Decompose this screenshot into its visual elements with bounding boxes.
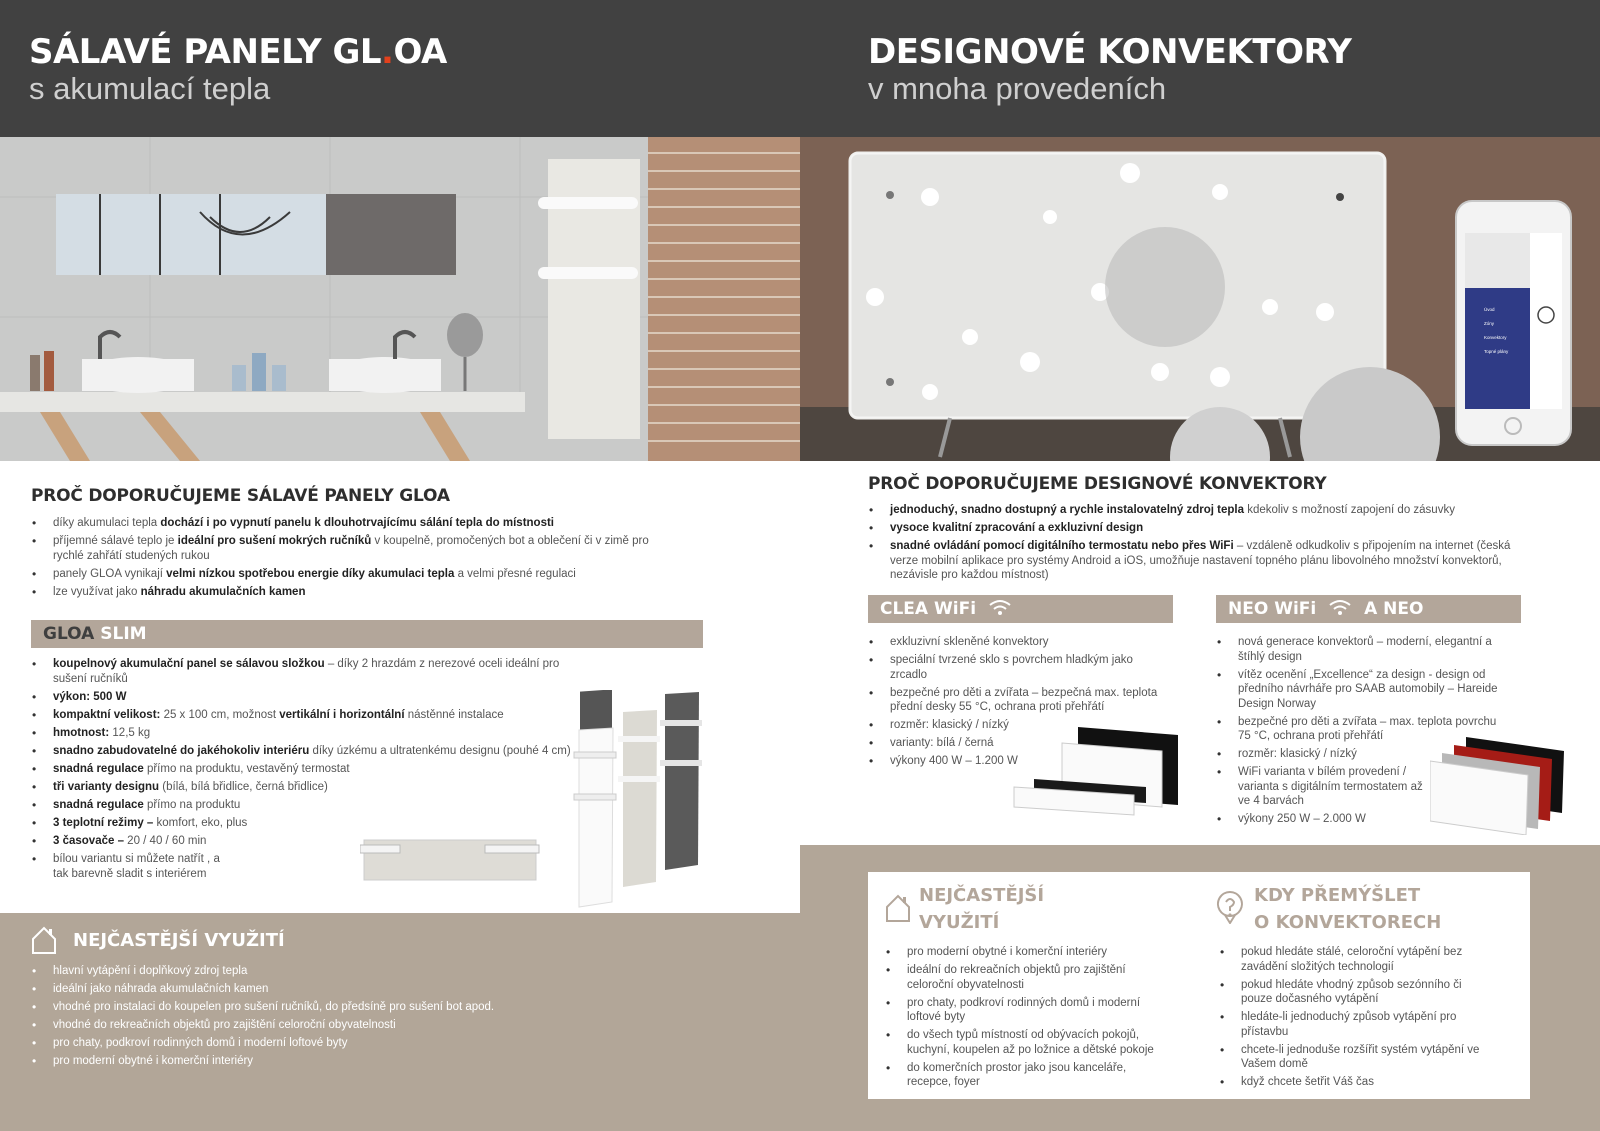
neo-wifi-bar: NEO WiFi A NEO [1216, 595, 1521, 623]
list-item: • tři varianty designu (bílá, bílá břidlice, černá břidlice) [31, 780, 571, 795]
left-usage-heading: NEJČASTĚJŠÍ VYUŽITÍ [73, 930, 285, 951]
list-item: • výkony 400 W – 1.200 W [868, 754, 1168, 769]
list-item: • speciální tvrzené sklo s povrchem hladkým jako zrcadlo [868, 653, 1138, 682]
list-item: • vysoce kvalitní zpracování a exkluzivní design [868, 521, 1528, 536]
clea-convectors-image [1010, 725, 1185, 830]
list-item: • jednoduchý, snadno dostupný a rychle instalovatelný zdroj tepla kdekoliv s možností zapojení do zásuvky [868, 503, 1528, 518]
list-item: • pro chaty, podkroví rodinných domů i moderní loftové byty [31, 1036, 731, 1051]
house-icon [31, 925, 57, 955]
convector-photo [800, 137, 1600, 461]
list-item: • hlavní vytápění i doplňkový zdroj tepla [31, 964, 731, 979]
phone-app-menu: Úvod Zóny Konvektory Topné plány [1484, 307, 1509, 354]
right-subtitle: v mnoha provedeních [868, 71, 1167, 106]
neo-convectors-image [1430, 735, 1565, 835]
list-item: • výkon: 500 W [31, 690, 571, 705]
list-item: • snadné ovládání pomocí digitálního termostatu nebo přes WiFi – vzdáleně odkudkoliv s připojením na internet (česká verze mobilní aplikace pro systémy Android a iOS, umožňuje nastavení topného plánu libovolného množství konvektorů, nezávisle pro každou místnost) [868, 539, 1528, 583]
left-why-heading: PROČ DOPORUČUJEME SÁLAVÉ PANELY GLOA [31, 486, 450, 506]
left-usage-list [31, 964, 731, 1073]
right-usage-heading: NEJČASTĚJŠÍ VYUŽITÍ [919, 885, 1045, 933]
left-why-list [31, 516, 651, 603]
list-item: • varianty: bílá / černá [868, 736, 1168, 751]
right-usage-list [885, 945, 1185, 1093]
list-item: • panely GLOA vynikají velmi nízkou spotřebou energie díky akumulaci tepla a velmi přesné regulaci [31, 567, 651, 582]
list-item: • rozměr: klasický / nízký [1216, 747, 1516, 762]
list-item: • snadná regulace přímo na produktu, vestavěný termostat [31, 762, 571, 777]
list-item: • pro chaty, podkroví rodinných domů i moderní loftové byty [885, 996, 1175, 1025]
list-item: • snadno zabudovatelné do jakéhokoliv interiéru díky úzkému a ultratenkému designu (pouhé 4 cm) [31, 744, 571, 759]
list-item: • díky akumulaci tepla dochází i po vypnutí panelu k dlouhotrvajícímu sálání tepla do místnosti [31, 516, 651, 531]
left-subtitle: s akumulací tepla [29, 71, 271, 106]
gloa-panels-image [360, 690, 705, 910]
gloa-slim-bar: GLOA SLIM [31, 620, 703, 648]
list-item: • vhodné pro instalaci do koupelen pro sušení ručníků, do předsíně pro sušení bot apod. [31, 1000, 731, 1015]
list-item: • koupelnový akumulační panel se sálavou složkou – díky 2 hrazdám z nerezové oceli ideální pro sušení ručníků [31, 657, 571, 686]
list-item: • bezpečné pro děti a zvířata – bezpečná max. teplota přední desky 55 °C, ochrana proti přehřátí [868, 686, 1168, 715]
house-icon [885, 893, 911, 923]
wifi-icon [1328, 599, 1352, 615]
list-item: • vhodné do rekreačních objektů pro zajištění celoroční obyvatelnosti [31, 1018, 731, 1033]
list-item: • pokud hledáte vhodný způsob sezónního či pouze dočasného vytápění [1219, 978, 1479, 1007]
list-item: • pro moderní obytné i komerční interiéry [885, 945, 1185, 960]
list-item: • lze využívat jako náhradu akumulačních kamen [31, 585, 651, 600]
list-item: • bílou variantu si můžete natřít , a tak barevně sladit s interiérem [31, 852, 231, 881]
list-item: • hmotnost: 12,5 kg [31, 726, 571, 741]
list-item: • bezpečné pro děti a zvířata – max. teplota povrchu 75 °C, ochrana proti přehřátí [1216, 715, 1506, 744]
list-item: • pokud hledáte stálé, celoroční vytápění bez zavádění složitých technologií [1219, 945, 1509, 974]
list-item: • nová generace konvektorů – moderní, elegantní a štíhlý design [1216, 635, 1506, 664]
when-heading: KDY PŘEMÝŠLET O KONVEKTORECH [1254, 885, 1442, 933]
list-item: • ideální do rekreačních objektů pro zajištění celoroční obyvatelnosti [885, 963, 1155, 992]
list-item: • když chcete šetřit Váš čas [1219, 1075, 1509, 1090]
clea-wifi-bar: CLEA WiFi [868, 595, 1173, 623]
when-list [1219, 945, 1509, 1093]
right-why-list [868, 503, 1528, 586]
list-item: • 3 časovače – 20 / 40 / 60 min [31, 834, 571, 849]
right-why-heading: PROČ DOPORUČUJEME DESIGNOVÉ KONVEKTORY [868, 474, 1327, 494]
list-item: • vítěz ocenění „Excellence“ za design - design od předního návrháře pro SAAB automobily – Hareide Design Norway [1216, 668, 1506, 712]
list-item: • do komerčních prostor jako jsou kanceláře, recepce, foyer [885, 1061, 1165, 1090]
list-item: • do všech typů místností od obývacích pokojů, kuchyní, koupelen až po ložnice a dětské pokoje [885, 1028, 1185, 1057]
list-item: • WiFi varianta v bílém provedení / varianta s digitálním termostatem až ve 4 barvách [1216, 765, 1426, 809]
list-item: • kompaktní velikost: 25 x 100 cm, možnost vertikální i horizontální nástěnné instalace [31, 708, 571, 723]
list-item: • hledáte-li jednoduchý způsob vytápění pro přístavbu [1219, 1010, 1459, 1039]
list-item: • chcete-li jednoduše rozšířit systém vytápění ve Vašem domě [1219, 1043, 1509, 1072]
list-item: • 3 teplotní režimy – komfort, eko, plus [31, 816, 571, 831]
list-item: • ideální jako náhrada akumulačních kamen [31, 982, 731, 997]
list-item: • exkluzivní skleněné konvektory [868, 635, 1168, 650]
list-item: • pro moderní obytné i komerční interiéry [31, 1054, 731, 1069]
list-item: • rozměr: klasický / nízký [868, 718, 1168, 733]
list-item: • snadná regulace přímo na produktu [31, 798, 571, 813]
bathroom-photo [0, 137, 800, 461]
wifi-icon [988, 599, 1012, 615]
question-house-icon [1215, 890, 1245, 924]
list-item: • výkony 250 W – 2.000 W [1216, 812, 1516, 827]
left-title: SÁLAVÉ PANELY GL.OA [29, 32, 447, 72]
list-item: • příjemné sálavé teplo je ideální pro sušení mokrých ručníků v koupelně, promočených bot a oblečení či v zimě pro rychlé zahřátí studených rukou [31, 534, 651, 563]
right-title: DESIGNOVÉ KONVEKTORY [868, 32, 1352, 72]
